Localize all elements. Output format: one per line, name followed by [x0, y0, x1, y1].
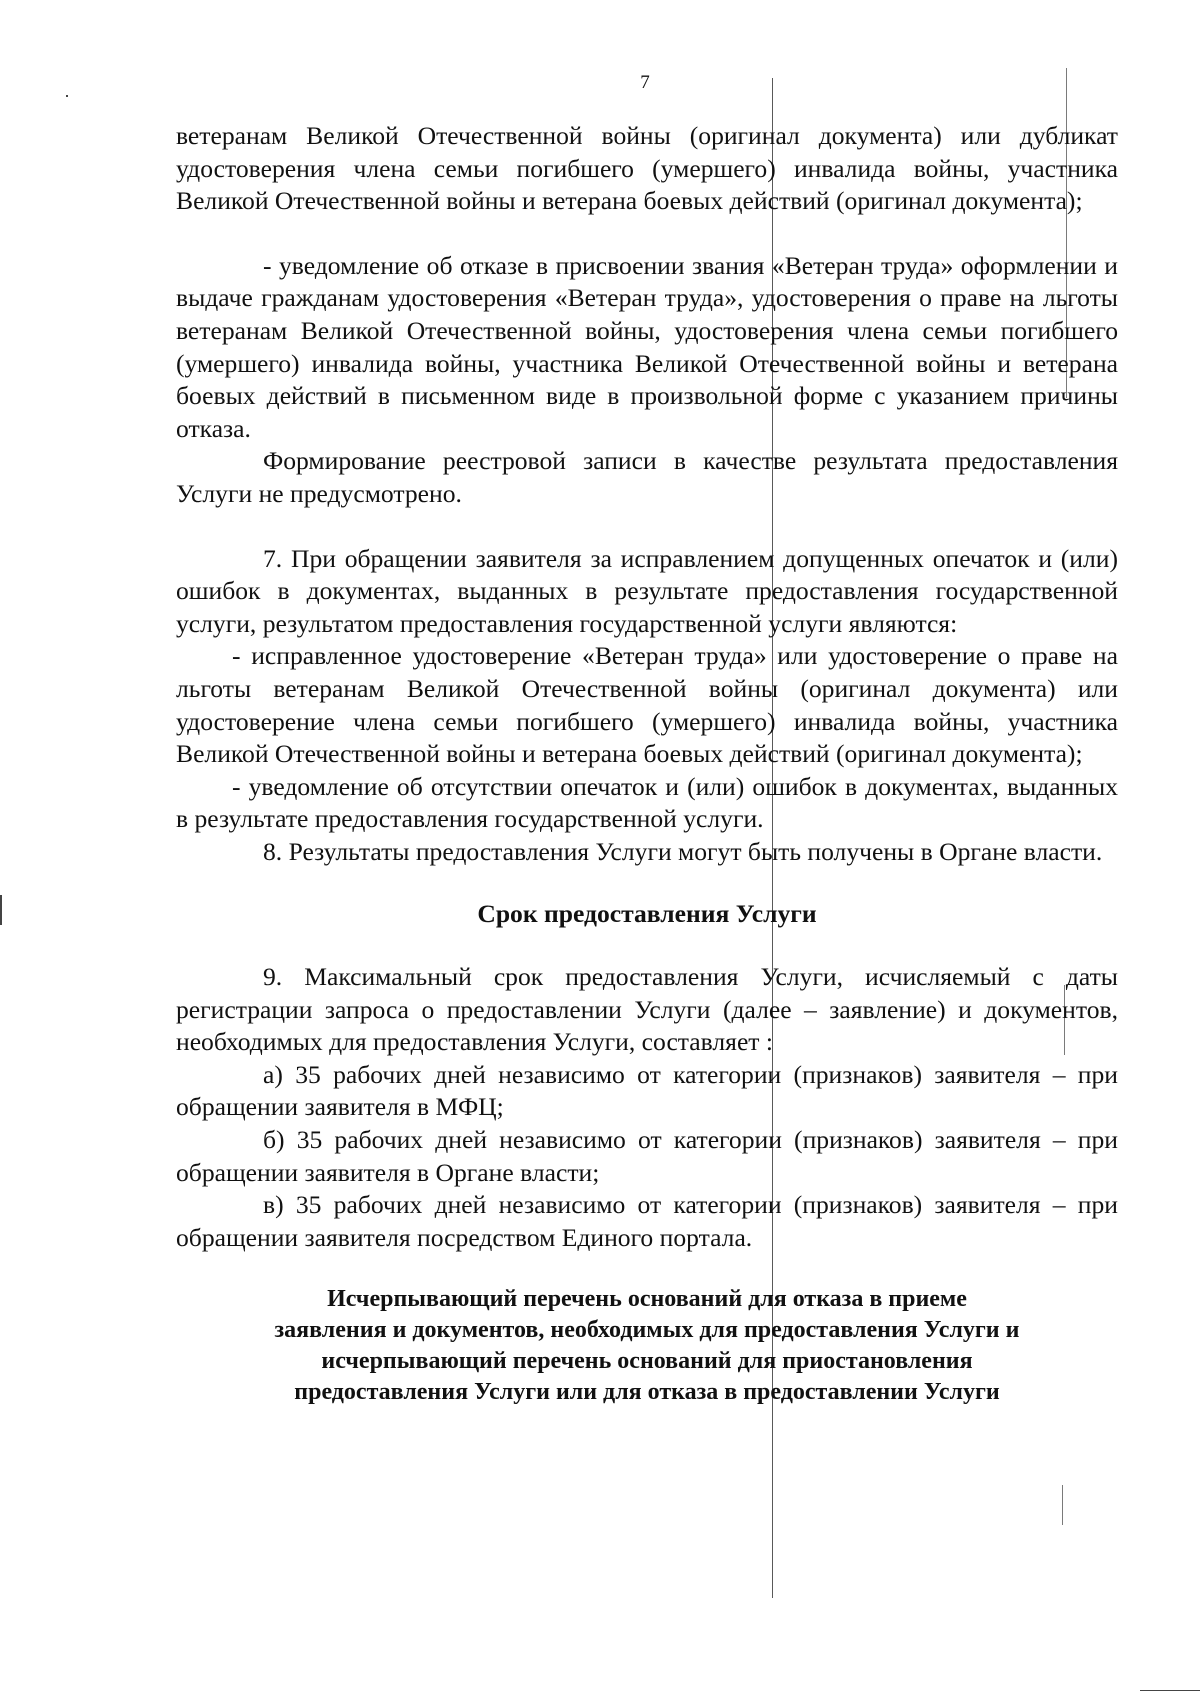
heading-line: предоставления Услуги или для отказа в предоставлении Услуги [294, 1379, 1000, 1406]
paragraph: в) 35 рабочих дней независимо от категории (признаков) заявителя – при обращении заявителя посредством Единого портала. [176, 1190, 1118, 1252]
scan-artifact-mark [0, 895, 2, 925]
spacer [176, 511, 1118, 543]
paragraph: - уведомление об отсутствии опечаток и (или) ошибок в документах, выданных в результате предоставления государственной услуги. [176, 771, 1118, 834]
heading-line: Исчерпывающий перечень оснований для отказа в приеме [327, 1286, 967, 1313]
spacer [176, 218, 1118, 250]
spacer [176, 1254, 1118, 1284]
paragraph: б) 35 рабочих дней независимо от категории (признаков) заявителя – при обращении заявителя в Органе власти; [176, 1125, 1118, 1187]
paragraph: - уведомление об отказе в присвоении звания «Ветеран труда» оформлении и выдаче гражданам удостоверения «Ветеран труда», удостоверения о праве на льготы ветеранам Великой Отечественной войны, удостоверения члена семьи погибшего (умершего) инвалида войны, участника Великой Отечественной войны и ветерана боевых действий в письменном виде в произвольной форме с указанием причины отказа. [176, 250, 1118, 443]
paragraph: 9. Максимальный срок предоставления Услуги, исчисляемый с даты регистрации запроса о предоставлении Услуги (далее – заявление) и документов, необходимых для предоставления Услуги, составляет : [176, 962, 1118, 1057]
paragraph: 8. Результаты предоставления Услуги могут быть получены в Органе власти. [263, 836, 1103, 866]
paragraph: 7. При обращении заявителя за исправлением допущенных опечаток и (или) ошибок в документах, выданных в результате предоставления государственной услуги, результатом предоставления государственной услуги являются: [176, 543, 1118, 638]
scan-artifact-line [1062, 1485, 1063, 1525]
paragraph: а) 35 рабочих дней независимо от категории (признаков) заявителя – при обращении заявителя в МФЦ; [176, 1059, 1118, 1122]
spacer [176, 868, 1118, 898]
section-heading: Срок предоставления Услуги [477, 899, 817, 929]
paragraph: - исправленное удостоверение «Ветеран труда» или удостоверение о праве на льготы ветеранам Великой Отечественной войны (оригинал документа) или удостоверение члена семьи погибшего (умершего) инвалида войны, участника Великой Отечественной войны и ветерана боевых действий (оригинал документа); [176, 641, 1118, 769]
paragraph: Формирование реестровой записи в качестве результата предоставления Услуги не предусмотрено. [176, 446, 1118, 508]
scan-artifact-mark [1140, 1690, 1200, 1691]
document-body [176, 120, 1118, 1408]
spacer [176, 931, 1118, 961]
paragraph: ветеранам Великой Отечественной войны (оригинал документа) или дубликат удостоверения члена семьи погибшего (умершего) инвалида войны, участника Великой Отечественной войны и ветерана боевых действий (оригинал документа); [176, 121, 1118, 216]
section-heading [176, 1284, 1118, 1408]
heading-line: исчерпывающий перечень оснований для приостановления [321, 1348, 973, 1375]
page-number: 7 [640, 72, 650, 93]
heading-line: заявления и документов, необходимых для предоставления Услуги и [274, 1317, 1020, 1344]
scan-artifact-mark [66, 95, 68, 97]
